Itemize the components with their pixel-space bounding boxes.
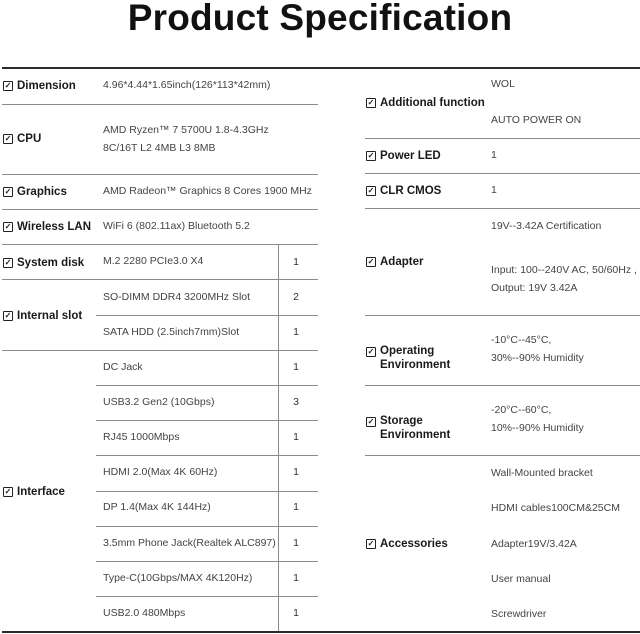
system-disk-qty: 1: [293, 256, 299, 268]
accessory-item: HDMI cables100CM&25CM: [491, 502, 620, 514]
divider: [96, 596, 318, 597]
clr-cmos-value: 1: [491, 184, 497, 196]
label-additional-function: ✓ Additional function: [367, 97, 485, 109]
divider: [365, 138, 640, 139]
divider: [96, 455, 318, 456]
divider: [96, 315, 318, 316]
divider: [2, 279, 318, 280]
interface-row: DP 1.4(Max 4K 144Hz): [103, 501, 211, 513]
divider: [365, 315, 640, 316]
divider: [96, 526, 318, 527]
check-icon: ✓: [4, 222, 12, 231]
label-storage-environment: ✓ Storage Environment: [367, 415, 451, 441]
check-icon: ✓: [367, 539, 375, 548]
interface-qty: 1: [293, 572, 299, 584]
check-icon: ✓: [367, 347, 375, 356]
additional-wol: WOL: [491, 78, 515, 90]
check-icon: ✓: [367, 186, 375, 195]
divider: [365, 208, 640, 209]
adapter-certification: 19V--3.42A Certification: [491, 220, 602, 232]
check-icon: ✓: [4, 81, 12, 90]
label-internal-slot: ✓ Internal slot: [4, 310, 83, 322]
label-adapter: ✓ Adapter: [367, 256, 424, 268]
interface-row: USB2.0 480Mbps: [103, 607, 186, 619]
operating-temp: -10°C--45°C,: [491, 334, 552, 346]
label-power-led: ✓ Power LED: [367, 150, 441, 162]
check-icon: ✓: [4, 311, 12, 320]
check-icon: ✓: [4, 187, 12, 196]
label-accessories: ✓ Accessories: [367, 538, 448, 550]
interface-qty: 3: [293, 396, 299, 408]
interface-qty: 1: [293, 361, 299, 373]
operating-humidity: 30%--90% Humidity: [491, 352, 584, 364]
divider: [96, 561, 318, 562]
label-cpu: ✓ CPU: [4, 133, 42, 145]
graphics-value: AMD Radeon™ Graphics 8 Cores 1900 MHz: [103, 185, 312, 197]
cpu-value-line2: 8C/16T L2 4MB L3 8MB: [103, 142, 216, 154]
divider: [96, 491, 318, 492]
bottom-rule: [2, 631, 640, 633]
divider: [365, 173, 640, 174]
power-led-value: 1: [491, 149, 497, 161]
label-clr-cmos: ✓ CLR CMOS: [367, 185, 442, 197]
interface-row: 3.5mm Phone Jack(Realtek ALC897): [103, 537, 276, 549]
label-system-disk: ✓ System disk: [4, 257, 85, 269]
additional-auto-power-on: AUTO POWER ON: [491, 114, 582, 126]
check-icon: ✓: [367, 417, 375, 426]
label-interface: ✓ Interface: [4, 486, 65, 498]
divider: [2, 350, 318, 351]
interface-qty: 1: [293, 466, 299, 478]
divider: [2, 174, 318, 175]
divider: [2, 104, 318, 105]
interface-row: DC Jack: [103, 361, 143, 373]
check-icon: ✓: [4, 487, 12, 496]
label-graphics: ✓ Graphics: [4, 186, 67, 198]
wireless-value: WiFi 6 (802.11ax) Bluetooth 5.2: [103, 220, 250, 232]
storage-temp: -20°C--60°C,: [491, 404, 552, 416]
label-wireless: ✓ Wireless LAN: [4, 221, 92, 233]
interface-qty: 1: [293, 501, 299, 513]
divider: [365, 455, 640, 456]
interface-qty: 1: [293, 537, 299, 549]
check-icon: ✓: [4, 258, 12, 267]
qty-column-rule: [278, 244, 279, 631]
adapter-output: Output: 19V 3.42A: [491, 282, 578, 294]
cpu-value-line1: AMD Ryzen™ 7 5700U 1.8-4.3GHz: [103, 124, 269, 136]
divider: [96, 385, 318, 386]
interface-row: USB3.2 Gen2 (10Gbps): [103, 396, 215, 408]
check-icon: ✓: [4, 134, 12, 143]
system-disk-value: M.2 2280 PCIe3.0 X4: [103, 255, 204, 267]
check-icon: ✓: [367, 257, 375, 266]
interface-qty: 1: [293, 607, 299, 619]
storage-humidity: 10%--90% Humidity: [491, 422, 584, 434]
internal-slot-row: SO-DIMM DDR4 3200MHz Slot: [103, 291, 251, 303]
interface-row: Type-C(10Gbps/MAX 4K120Hz): [103, 572, 253, 584]
accessory-item: Screwdriver: [491, 608, 547, 620]
internal-slot-qty: 2: [293, 291, 299, 303]
check-icon: ✓: [367, 151, 375, 160]
top-rule: [2, 67, 640, 69]
check-icon: ✓: [367, 98, 375, 107]
interface-row: HDMI 2.0(Max 4K 60Hz): [103, 466, 218, 478]
divider: [365, 385, 640, 386]
divider: [2, 209, 318, 210]
dimension-value: 4.96*4.44*1.65inch(126*113*42mm): [103, 79, 271, 91]
adapter-input: Input: 100--240V AC, 50/60Hz ,: [491, 264, 637, 276]
accessory-item: User manual: [491, 573, 551, 585]
accessory-item: Wall-Mounted bracket: [491, 467, 593, 479]
label-dimension: ✓ Dimension: [4, 80, 76, 92]
divider: [2, 244, 318, 245]
interface-row: RJ45 1000Mbps: [103, 431, 180, 443]
internal-slot-row: SATA HDD (2.5inch7mm)Slot: [103, 326, 240, 338]
divider: [96, 420, 318, 421]
interface-qty: 1: [293, 431, 299, 443]
internal-slot-qty: 1: [293, 326, 299, 338]
accessory-item: Adapter19V/3.42A: [491, 538, 577, 550]
page-title: Product Specification: [127, 0, 513, 38]
label-operating-environment: ✓ Operating Environment: [367, 345, 451, 371]
